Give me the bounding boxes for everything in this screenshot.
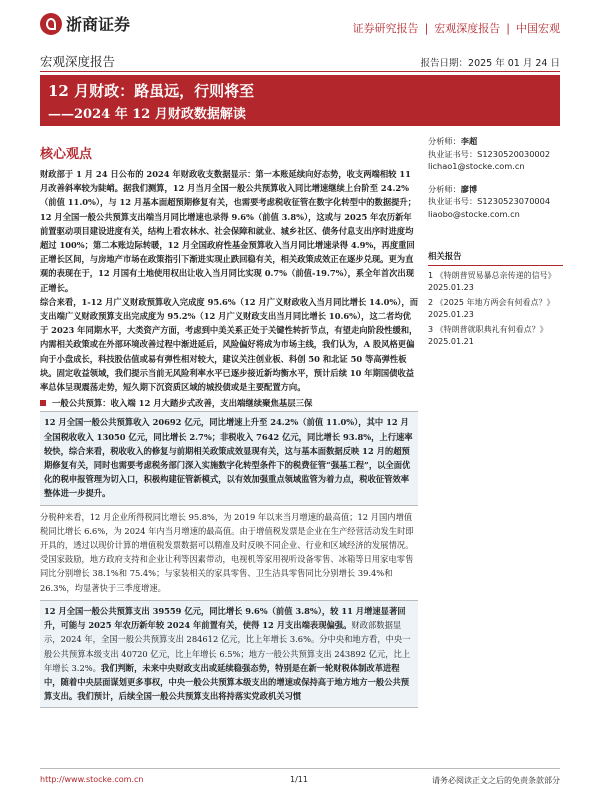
nav-item-macro-depth: 宏观深度报告 [434, 22, 501, 35]
logo-text: 浙商证券 [66, 15, 131, 34]
footer-divider [40, 768, 560, 769]
spending-bold-2: 我们判断，未来中央财政支出或延续稳强态势，特别是在新一轮财税体制改革进程中，随着中央层面谋划更多事权，中央一般公共预算本级支出的增速或保持高于地方地方一般公共预算支出。我们预计，后续全国一般公共预算支出将持落实党政机关习惯 [44, 662, 410, 702]
report-subtitle: ——2024 年 12 月财政数据解读 [48, 107, 246, 122]
related-report-date: 2025.01.21 [428, 337, 474, 346]
analyst-email[interactable]: liaobo@stocke.com.cn [428, 208, 520, 219]
tax-detail-paragraph: 分税种来看，12 月企业所得税同比增长 95.8%，为 2019 年以来当月增速的最高值；12 月国内增值税同比增长 6.6%，为 2024 年内当月增速的最高值。由于增值税发票是企业在生产经营活动发生时即开具的，透过以现价计算的增值税发票数据可以精准及时反映不同企业、行业和区域经济的发展情况。受国家鼓励，地方政府支持和企业让利等因素带动，电视机等家用视听设备零售、冰箱等日用家电零售同比分别增长 38.1%和 75.4%；与家装相关的家具零售、卫生洁具零售同比分别增长 39.4%和 26.3%，均显著快于三季度增速。 [40, 511, 414, 593]
red-square-bullet-icon [40, 400, 46, 406]
top-nav [353, 20, 560, 36]
main-content [40, 167, 418, 708]
bullet-heading-text: 一般公共预算：收入端 12 月大踏步式改善，支出端继续聚焦基层三保 [52, 398, 313, 409]
core-paragraph-2: 综合来看，1-12 月广义财政预算收入完成度 95.6%（12 月广义财政收入当月同比增长 14.0%），而支出端广义财政预算支出完成度为 95.2%（12 月广义财政支出当月同比增长 10.6%），这二者均优于 2023 年同期水平，大类资产方面，考虑到中美关系正处于关键性转折节点，有望走向阶段性缓和，内需相关政策或在外部环境改善过程中渐进延后，风险偏好将成为市场主线，我们认为，A 股风格更偏向于小盘成长，科技股估值或易有弹性相对较大，建议关注创业板、科创 50 和北证 50 等高弹性板块。固定收益领域，我们提示当前无风险利率水平已逐步接近新均衡水平，预计后续 10 年期国债收益率总体呈现震荡走势，短久期下沉资质区域的城投债或是主要配置方向。 [40, 296, 418, 393]
nav-item-research-report: 证券研究报告 [352, 22, 419, 35]
box-paragraph: 12 月全国一般公共预算收入 20692 亿元，同比增速上升至 24.2%（前值 11.0%），其中 12 月全国税收收入 13050 亿元，同比增长 2.7%；非税收入 7642 亿元，同比增长 93.8%，上行速率较快，综合来看，税收收入的修复与前期相关政策成效显现有关，这与基本面数据反映 12 月的超预期修复有关，同时也需要考虑税务部门深入实施数字化转型条件下的税费征管“强基工程”，以全面优化的税申报管理为切入口，积极构建征管新模式，以有效加强重点领域监管为着力点，税收征管效率整体进一步提升。 [44, 417, 413, 499]
spending-bold-1: 12 月全国一般公共预算支出 39559 亿元，同比增长 9.6%（前值 3.8%），较 11 月增速显著回升，可能与 2025 年农历新年较 2024 年前置有关，使得 12 月支出端表现偏强。 [44, 605, 406, 631]
analyst-cert: 执业证书号：S1230520030002 [428, 148, 551, 159]
analyst-card [428, 135, 563, 173]
title-banner [40, 75, 560, 126]
analyst-line [428, 135, 563, 148]
related-report-item[interactable] [428, 270, 563, 295]
footer-disclaimer: 请务必阅读正文之后的免责条款部分 [432, 776, 560, 785]
analyst-name: 廖博 [460, 183, 478, 194]
analyst-name: 李超 [460, 136, 478, 146]
report-type: 宏观深度报告 [40, 54, 116, 69]
analyst-role: 分析师： [428, 183, 461, 194]
related-report-item[interactable] [428, 297, 563, 322]
logo-mark-icon [40, 13, 62, 35]
core-paragraph-1: 财政部于 1 月 24 日公布的 2024 年财政收支数据显示：第一本账延续向好态势，收支两端相较 11 月改善斜率较为陡峭。据我们测算，12 月当月全国一般公共预算收入同比增速继续上台阶至 24.2%（前值 11.0%），与 12 月基本面超预期修复有关，也需要考虑税收征管在数字化转型中的数据提升；12 月全国一般公共预算支出端当月同比增速也录得 9.6%（前值 3.8%），这或与 2025 年农历新年前置驱动项目建设进度有关，结构上看农林水、社会保障和就业、城乡社区、债务付息支出序时进度均超过 100%；第二本账边际转暖，12 月全国政府性基金预算收入当月同比增速录得 4.9%，再度重回正增长区间，与房地产市场在政策指引下渐进实现止跌回稳有关，相关政策成效正在逐步兑现。更为直观的表现在于，12 月国有土地使用权出让收入当月同比实现 0.7%（前值-19.7%），系全年首次出现正增长。 [40, 169, 417, 293]
nav-item-china-macro: 中国宏观 [516, 22, 560, 35]
spending-box [40, 600, 418, 708]
company-logo [40, 12, 130, 35]
section-title-core-views: 核心观点 [40, 147, 93, 162]
spending-paragraph [44, 604, 414, 703]
report-title: 12 月财政：路虽远，行则将至 [48, 82, 255, 100]
related-report-date: 2025.01.23 [428, 310, 474, 319]
related-report-title[interactable]: 2 《2025 年地方两会有何看点？》 [428, 297, 555, 307]
highlight-box [40, 411, 418, 505]
sidebar [428, 135, 563, 351]
page-number: 1/11 [290, 775, 308, 784]
spending-normal: 财政部数据显示，2024 年，全国一般公共预算支出 284612 亿元，比上年增长 3.6%。分中央和地方看，中央一般公共预算本级支出 40720 亿元，比上年增长 6.5%；地方一般公共预算支出 243892 亿元，比上年增长 3.2%。 [44, 620, 411, 673]
analyst-role: 分析师： [428, 136, 461, 146]
report-date: 报告日期：2025 年 01 月 24 日 [420, 58, 560, 69]
bullet-heading-general-budget [40, 396, 418, 410]
related-report-title[interactable]: 3 《特朗普就职典礼有何看点？》 [428, 324, 548, 334]
related-report-title[interactable]: 1 《特朗普贸易暴总亲传递的信号》 [428, 270, 556, 280]
nav-separator: | [424, 22, 429, 35]
analyst-email[interactable]: lichao1@stocke.com.cn [428, 161, 525, 171]
header-divider [40, 71, 560, 72]
related-report-date: 2025.01.23 [428, 283, 474, 292]
analyst-cert: 执业证书号：S1230523070004 [428, 196, 551, 206]
analyst-line [428, 183, 563, 196]
nav-separator: | [506, 22, 510, 35]
related-reports-title: 相关报告 [428, 250, 563, 266]
analyst-card [428, 183, 563, 221]
footer-url-link[interactable]: http://www.stocke.com.cn [40, 775, 144, 784]
related-report-item[interactable] [428, 324, 563, 349]
